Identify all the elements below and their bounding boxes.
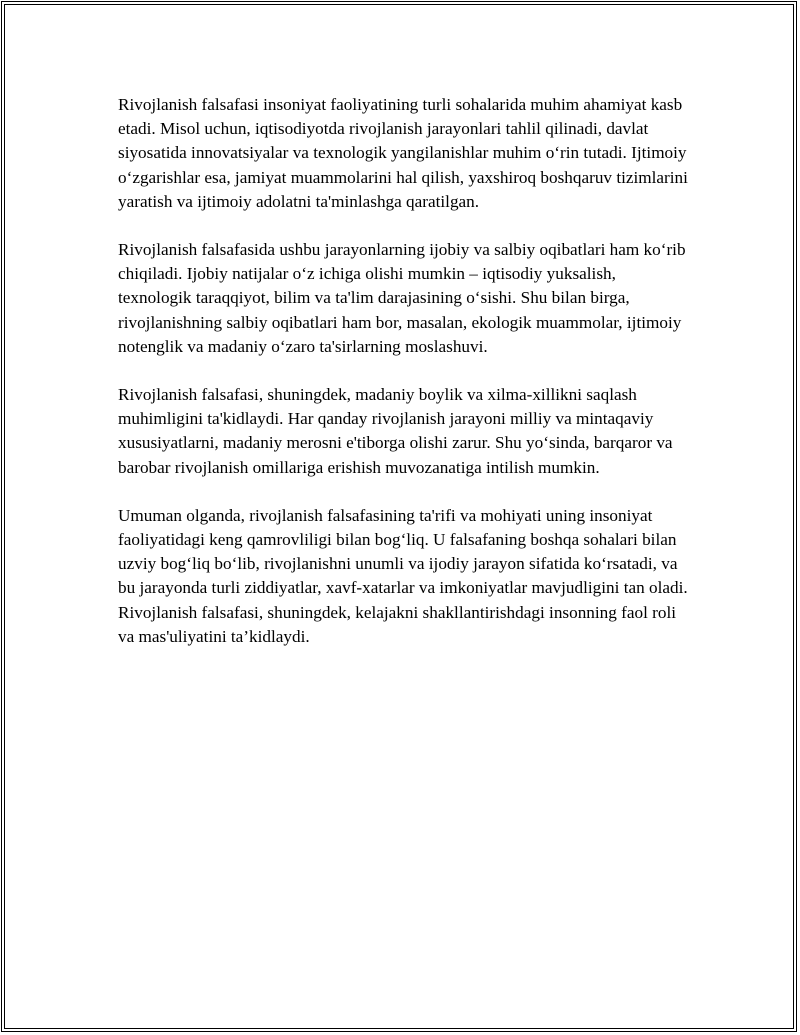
paragraph-3: Rivojlanish falsafasi, shuningdek, madaniy boylik va xilma-xillikni saqlash muhimligini ta'kidlaydi. Har qanday rivojlanish jarayoni milliy va mintaqaviy xususiyatlarni, madaniy merosni e'tiborga olishi zarur. Shu yo‘sinda, barqaror va barobar rivojlanish omillariga erishish muvozanatiga intilish mumkin. bbox=[118, 385, 673, 477]
paragraph-1: Rivojlanish falsafasi insoniyat faoliyatining turli sohalarida muhim ahamiyat kasb etadi. Misol uchun, iqtisodiyotda rivojlanish jarayonlari tahlil qilinadi, davlat siyosatida innovatsiyalar va texnologik yangilanishlar muhim o‘rin tutadi. Ijtimoiy o‘zgarishlar esa, jamiyat muammolarini hal qilish, yaxshiroq boshqaruv tizimlarini yaratish va ijtimoiy adolatni ta'minlashga qaratilgan. bbox=[118, 95, 688, 211]
paragraph-4: Umuman olganda, rivojlanish falsafasining ta'rifi va mohiyati uning insoniyat faoliyatidagi keng qamrovliligi bilan bog‘liq. U falsafaning boshqa sohalari bilan uzviy bog‘liq bo‘lib, rivojlanishni unumli va ijodiy jarayon sifatida ko‘rsatadi, va bu jarayonda turli ziddiyatlar, xavf-xatarlar va imkoniyatlar mavjudligini tan oladi. Rivojlanish falsafasi, shuningdek, kelajakni shakllantirishdagi insonning faol roli va mas'uliyatini ta’kidlaydi. bbox=[118, 505, 688, 646]
paragraph-2: Rivojlanish falsafasida ushbu jarayonlarning ijobiy va salbiy oqibatlari ham ko‘rib chiqiladi. Ijobiy natijalar o‘z ichiga olishi mumkin – iqtisodiy yuksalish, texnologik taraqqiyot, bilim va ta'lim darajasining o‘sishi. Shu bilan birga, rivojlanishning salbiy oqibatlari ham bor, masalan, ekologik muammolar, ijtimoiy notenglik va madaniy o‘zaro ta'sirlarning moslashuvi. bbox=[118, 240, 686, 356]
document-body bbox=[118, 93, 690, 673]
